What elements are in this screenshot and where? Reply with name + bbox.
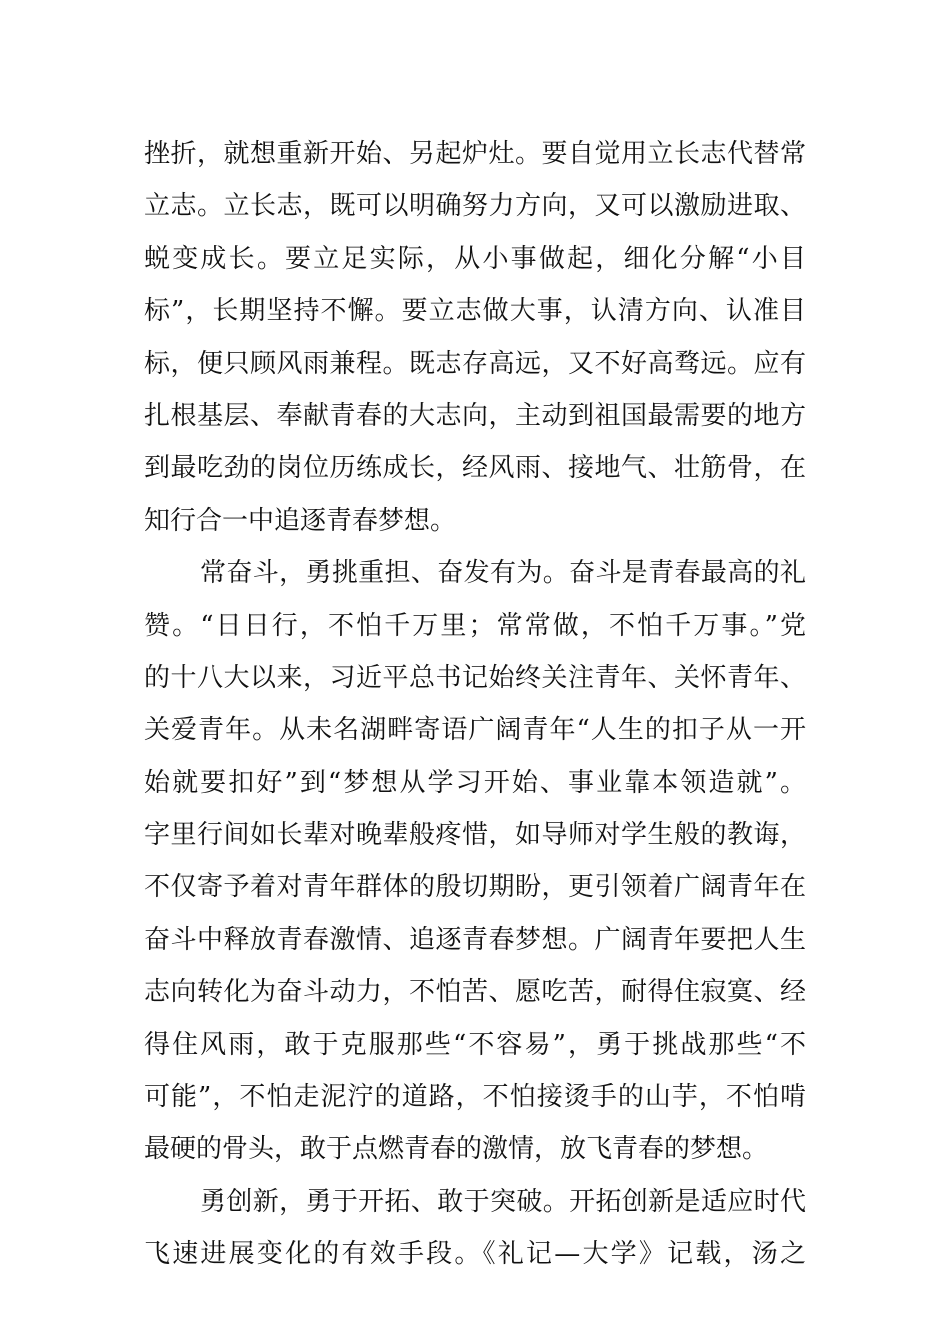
text-line: 奋斗中释放青春激情、追逐青春梦想。广阔青年要把人生 <box>144 924 806 955</box>
text-line: 扎根基层、奉献青春的大志向，主动到祖国最需要的地方 <box>144 400 806 431</box>
text-line: 飞速进展变化的有效手段。《礼记—大学》记载，汤之 <box>144 1239 806 1270</box>
text-line: 字里行间如长辈对晚辈般疼惜，如导师对学生般的教诲， <box>144 820 806 851</box>
text-line: 到最吃劲的岗位历练成长，经风雨、接地气、壮筋骨，在 <box>144 453 806 484</box>
text-line: 得住风雨，敢于克服那些“不容易”，勇于挑战那些“不 <box>144 1029 806 1060</box>
text-line: 标”，长期坚持不懈。要立志做大事，认清方向、认准目 <box>144 296 806 327</box>
text-line: 挫折，就想重新开始、另起炉灶。要自觉用立长志代替常 <box>144 139 806 169</box>
text-line: 最硬的骨头，敢于点燃青春的激情，放飞青春的梦想。 <box>144 1134 769 1165</box>
text-line: 赞。“日日行，不怕千万里；常常做，不怕千万事。”党 <box>144 610 806 641</box>
text-line: 可能”，不怕走泥泞的道路，不怕接烫手的山芋，不怕啃 <box>144 1082 806 1113</box>
text-line: 的十八大以来，习近平总书记始终关注青年、关怀青年、 <box>144 662 806 693</box>
text-line: 立志。立长志，既可以明确努力方向，又可以激励进取、 <box>144 191 806 222</box>
text-line: 始就要扣好”到“梦想从学习开始、事业靠本领造就”。 <box>144 767 806 798</box>
text-line: 知行合一中追逐青春梦想。 <box>144 505 457 536</box>
text-line: 关爱青年。从未名湖畔寄语广阔青年“人生的扣子从一开 <box>144 715 806 746</box>
text-line: 常奋斗，勇挑重担、奋发有为。奋斗是青春最高的礼 <box>200 558 806 589</box>
text-line: 蜕变成长。要立足实际，从小事做起，细化分解“小目 <box>144 243 806 274</box>
text-line: 标，便只顾风雨兼程。既志存高远，又不好高骛远。应有 <box>144 348 806 379</box>
text-line: 勇创新，勇于开拓、敢于突破。开拓创新是适应时代 <box>200 1186 806 1217</box>
text-line: 不仅寄予着对青年群体的殷切期盼，更引领着广阔青年在 <box>144 872 806 903</box>
text-line: 志向转化为奋斗动力，不怕苦、愿吃苦，耐得住寂寞、经 <box>144 977 806 1008</box>
document-page <box>144 128 806 1281</box>
